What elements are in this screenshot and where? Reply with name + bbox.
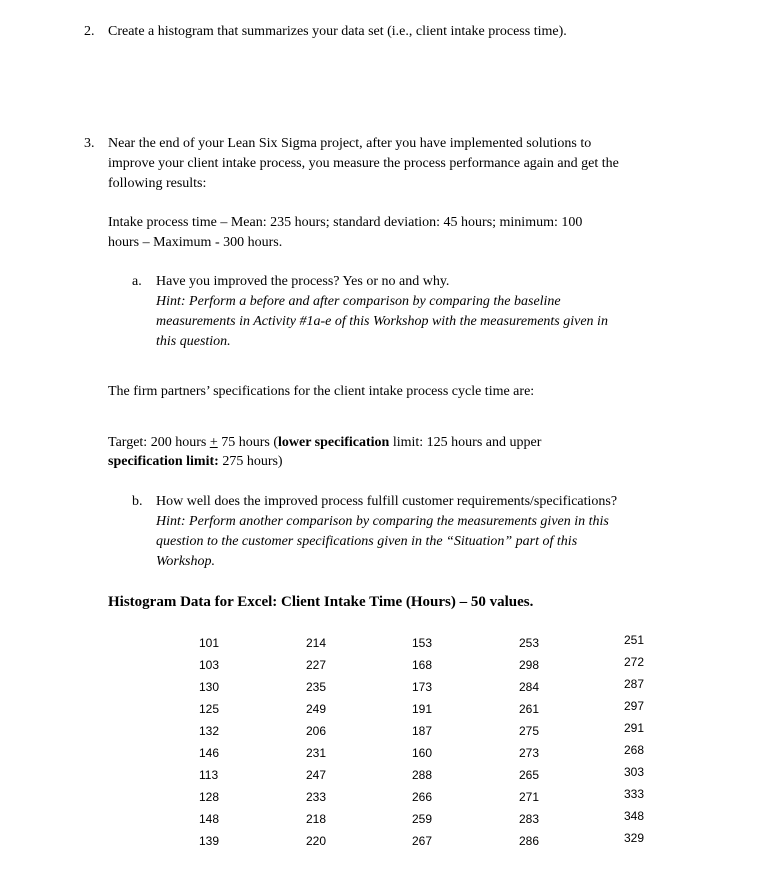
data-value: 173 xyxy=(412,680,433,694)
data-value: 247 xyxy=(306,768,327,782)
data-value: 297 xyxy=(624,699,645,713)
data-value: 168 xyxy=(412,658,433,672)
lower-spec-label: lower specification xyxy=(278,435,390,450)
part-b-question: How well does the improved process fulfill customer requirements/specifications? xyxy=(156,494,618,509)
question-3-number: 3. xyxy=(84,136,95,151)
data-column-5 xyxy=(624,629,644,849)
data-value: 333 xyxy=(624,787,645,801)
part-a-hint-line-3: this question. xyxy=(156,334,231,349)
data-value: 275 xyxy=(519,724,540,738)
data-value: 268 xyxy=(624,743,645,757)
question-3-line-2: improve your client intake process, you measure the process performance again and get the xyxy=(108,156,619,171)
data-value: 101 xyxy=(199,636,220,650)
data-value: 218 xyxy=(306,812,327,826)
data-value: 272 xyxy=(624,655,645,669)
data-value: 253 xyxy=(519,636,540,650)
data-value: 266 xyxy=(412,790,433,804)
results-line-2: hours – Maximum - 300 hours. xyxy=(108,235,283,250)
question-2-text: Create a histogram that summarizes your data set (i.e., client intake process time). xyxy=(108,24,567,39)
part-a-question: Have you improved the process? Yes or no and why. xyxy=(156,274,450,289)
data-column-1 xyxy=(199,632,219,852)
part-b-hint-line-3: Workshop. xyxy=(156,554,215,569)
data-value: 206 xyxy=(306,724,327,738)
data-value: 128 xyxy=(199,790,220,804)
part-b-label: b. xyxy=(132,494,143,509)
data-value: 125 xyxy=(199,702,220,716)
data-value: 286 xyxy=(519,834,540,848)
data-column-4 xyxy=(519,632,539,852)
data-value: 187 xyxy=(412,724,433,738)
results-line-1: Intake process time – Mean: 235 hours; standard deviation: 45 hours; minimum: 100 xyxy=(108,215,583,230)
data-value: 148 xyxy=(199,812,220,826)
lower-spec-rest: limit: 125 hours and upper xyxy=(389,435,542,450)
question-2-number: 2. xyxy=(84,24,95,39)
target-line-2 xyxy=(108,452,283,472)
data-value: 160 xyxy=(412,746,433,760)
data-value: 261 xyxy=(519,702,540,716)
data-value: 265 xyxy=(519,768,540,782)
question-3-line-3: following results: xyxy=(108,176,207,191)
data-value: 130 xyxy=(199,680,220,694)
data-value: 220 xyxy=(306,834,327,848)
data-value: 191 xyxy=(412,702,433,716)
part-a-label: a. xyxy=(132,274,142,289)
data-value: 132 xyxy=(199,724,220,738)
data-value: 283 xyxy=(519,812,540,826)
question-3-line-1: Near the end of your Lean Six Sigma project, after you have implemented solutions to xyxy=(108,136,592,151)
data-value: 348 xyxy=(624,809,645,823)
data-value: 259 xyxy=(412,812,433,826)
data-column-2 xyxy=(306,632,326,852)
data-value: 329 xyxy=(624,831,645,845)
data-value: 303 xyxy=(624,765,645,779)
data-value: 251 xyxy=(624,633,645,647)
data-value: 298 xyxy=(519,658,540,672)
data-value: 271 xyxy=(519,790,540,804)
data-value: 146 xyxy=(199,746,220,760)
data-value: 291 xyxy=(624,721,645,735)
data-column-3 xyxy=(412,632,432,852)
data-value: 235 xyxy=(306,680,327,694)
data-value: 103 xyxy=(199,658,220,672)
data-value: 233 xyxy=(306,790,327,804)
target-line-1 xyxy=(108,433,541,453)
target-prefix: Target: 200 hours xyxy=(108,435,210,450)
data-value: 113 xyxy=(199,768,219,782)
upper-spec-label: specification limit: xyxy=(108,454,219,469)
part-b-hint-line-2: question to the customer specifications given in the “Situation” part of this xyxy=(156,534,578,549)
part-b-hint-line-1: Hint: Perform another comparison by comparing the measurements given in this xyxy=(156,514,609,529)
part-a-hint-line-1: Hint: Perform a before and after comparison by comparing the baseline xyxy=(156,294,561,309)
data-value: 287 xyxy=(624,677,645,691)
data-value: 153 xyxy=(412,636,433,650)
target-middle: 75 hours ( xyxy=(217,435,278,450)
upper-spec-rest: 275 hours) xyxy=(218,454,283,469)
spec-intro: The firm partners’ specifications for the client intake process cycle time are: xyxy=(108,384,535,399)
data-value: 249 xyxy=(306,702,327,716)
data-value: 139 xyxy=(199,834,220,848)
part-a-hint-line-2: measurements in Activity #1a-e of this Workshop with the measurements given in xyxy=(156,314,608,329)
data-value: 267 xyxy=(412,834,433,848)
data-value: 273 xyxy=(519,746,540,760)
histogram-heading: Histogram Data for Excel: Client Intake Time (Hours) – 50 values. xyxy=(108,594,534,610)
data-value: 284 xyxy=(519,680,540,694)
data-value: 227 xyxy=(306,658,327,672)
data-value: 288 xyxy=(412,768,433,782)
plus-minus-symbol: + xyxy=(209,435,218,450)
data-value: 214 xyxy=(306,636,327,650)
data-value: 231 xyxy=(306,746,327,760)
